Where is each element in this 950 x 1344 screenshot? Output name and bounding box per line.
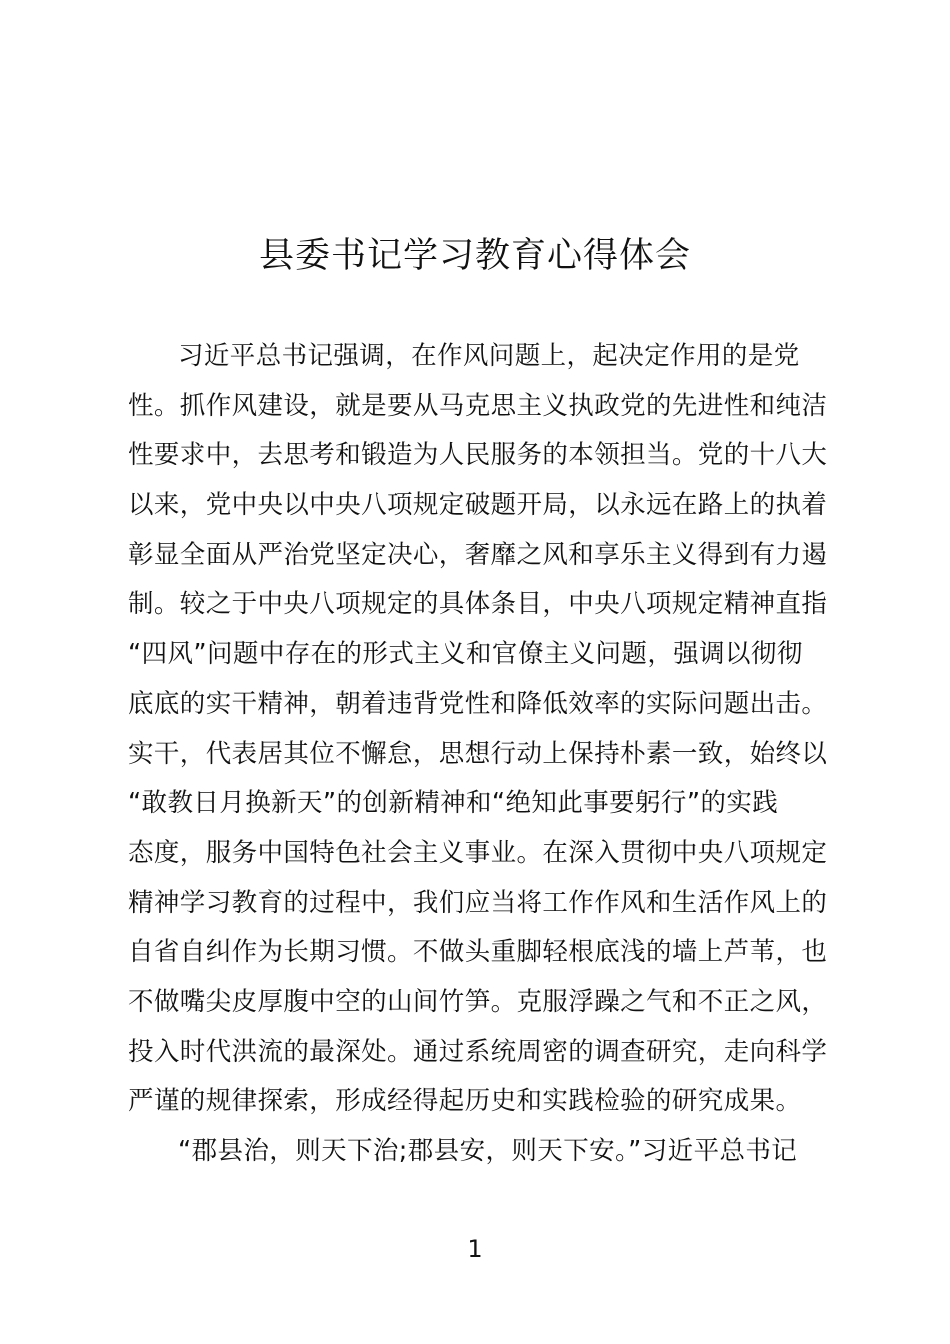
document-body <box>128 332 832 1177</box>
paragraph-line: 以来，党中央以中央八项规定破题开局，以永远在路上的执着 <box>128 490 828 521</box>
paragraph-line: 态度，服务中国特色社会主义事业。在深入贯彻中央八项规定 <box>128 837 828 868</box>
paragraph-line: 自省自纠作为长期习惯。不做头重脚轻根底浅的墙上芦苇，也 <box>128 937 828 968</box>
paragraph-line: 制。较之于中央八项规定的具体条目，中央八项规定精神直指 <box>128 589 828 620</box>
paragraph-line: 实干，代表居其位不懈怠，思想行动上保持朴素一致，始终以 <box>128 738 828 769</box>
paragraph-line: “敢教日月换新天”的创新精神和“绝知此事要躬行”的实践 <box>128 788 779 819</box>
paragraph-line: 性要求中，去思考和锻造为人民服务的本领担当。党的十八大 <box>128 440 828 471</box>
paragraph-line: 习近平总书记强调，在作风问题上，起决定作用的是党 <box>178 341 800 371</box>
paragraph-line: 严谨的规律探索，形成经得起历史和实践检验的研究成果。 <box>128 1086 802 1117</box>
paragraph-line: “郡县治，则天下治;郡县安，则天下安。”习近平总书记 <box>178 1136 798 1166</box>
paragraph-line: “四风”问题中存在的形式主义和官僚主义问题，强调以彻彻 <box>128 639 803 670</box>
paragraph-line: 性。抓作风建设，就是要从马克思主义执政党的先进性和纯洁 <box>128 390 828 421</box>
paragraph-line: 精神学习教育的过程中，我们应当将工作作风和生活作风上的 <box>128 887 828 918</box>
document-title: 县委书记学习教育心得体会 <box>258 236 691 276</box>
paragraph-line: 底底的实干精神，朝着违背党性和降低效率的实际问题出击。 <box>128 688 828 719</box>
paragraph-line: 投入时代洪流的最深处。通过系统周密的调查研究，走向科学 <box>128 1036 828 1067</box>
paragraph-line: 不做嘴尖皮厚腹中空的山间竹笋。克服浮躁之气和不正之风， <box>128 986 828 1017</box>
page-number: 1 <box>467 1235 483 1263</box>
paragraph-line: 彰显全面从严治党坚定决心，奢靡之风和享乐主义得到有力遏 <box>128 539 828 570</box>
